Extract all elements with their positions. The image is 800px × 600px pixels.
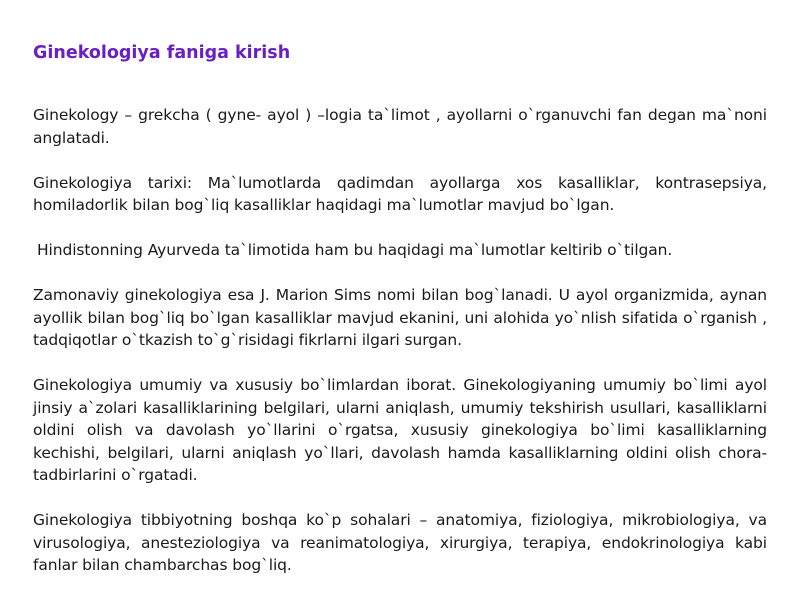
paragraph-modern: Zamonaviy ginekologiya esa J. Marion Sims nomi bilan bog`lanadi. U ayol organizmida, aynan ayollik bilan bog`liq bo`lgan kasalliklar mavjud ekanini, uni alohida yo`nlish sifatida o`rganish , tadqiqotlar o`tkazish to`g`risidagi fikrlarni ilgari surgan. xyxy=(33,286,767,349)
paragraph-history: Ginekologiya tarixi: Ma`lumotlarda qadimdan ayollarga xos kasalliklar, kontrasepsiya, homiladorlik bilan bog`liq kasalliklar haqidagi ma`lumotlar mavjud bo`lgan. xyxy=(33,173,767,214)
paragraph-ayurveda: Hindistonning Ayurveda ta`limotida ham bu haqidagi ma`lumotlar keltirib o`tilgan. xyxy=(37,241,673,259)
paragraph-definition: Ginekology – grekcha ( gyne- ayol ) –logia ta`limot , ayollarni o`rganuvchi fan degan ma`noni anglatadi. xyxy=(33,106,767,147)
slide-content xyxy=(33,40,767,599)
paragraph-sections: Ginekologiya umumiy va xususiy bo`limlardan iborat. Ginekologiyaning umumiy bo`limi ayol jinsiy a`zolari kasalliklarining belgilari, ularni aniqlash, umumiy tekshirish usullari, kasalliklarni oldini olish va davolash yo`llarini o`rgatsa, xususiy ginekologiya bo`limi kasalliklarning kechishi, belgilari, ularni aniqlash yo`llari, davolash hamda kasalliklarning oldini olish chora-tadbirlarini o`rgatadi. xyxy=(33,376,767,484)
slide-title: Ginekologiya faniga kirish xyxy=(33,43,291,63)
paragraph-related-fields: Ginekologiya tibbiyotning boshqa ko`p sohalari – anatomiya, fiziologiya, mikrobiologiya, va virusologiya, anesteziologiya va reanimatologiya, xirurgiya, terapiya, endokrinologiya kabi fanlar bilan chambarchas bog`liq. xyxy=(33,511,767,574)
